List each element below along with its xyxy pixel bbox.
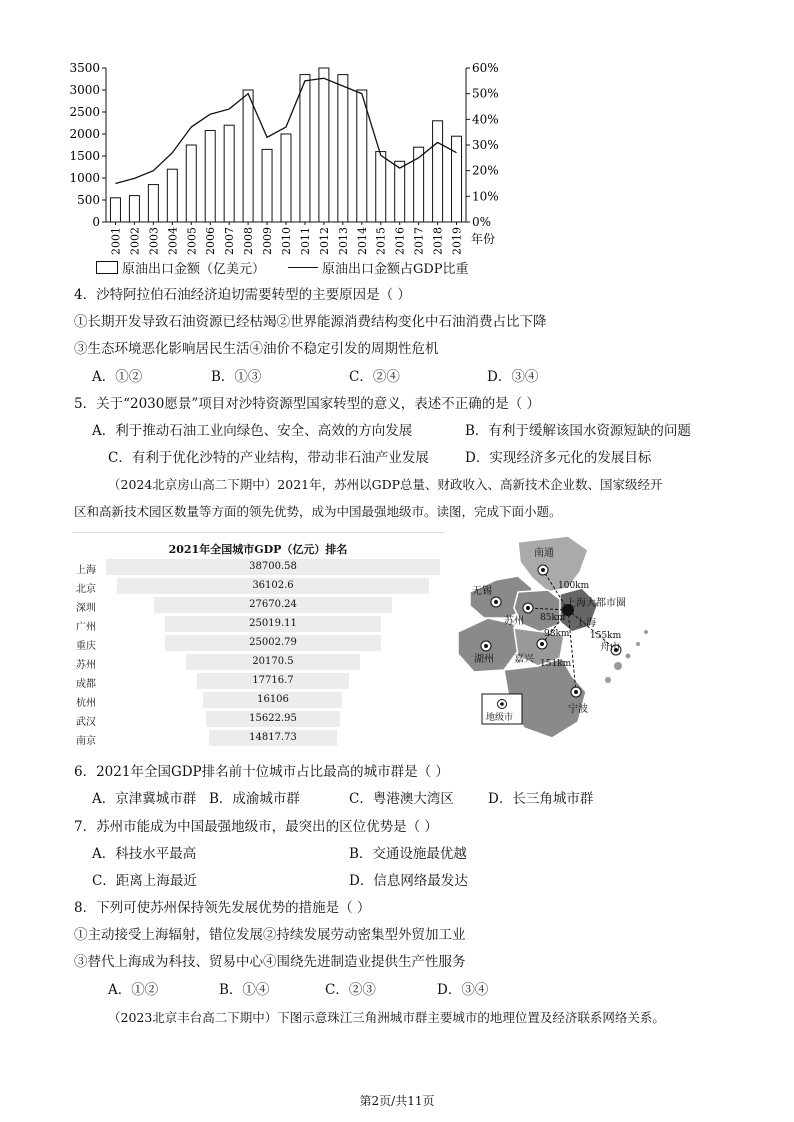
distance-label-4: 151km [540, 659, 572, 669]
right-tick-label: 0% [472, 215, 492, 229]
q6-option-c[interactable]: C．粤港澳大湾区 [349, 791, 454, 807]
gdp-city-label: 苏州 [76, 660, 96, 671]
intro-suzhou-line1: （2024北京房山高二下期中）2021年，苏州以GDP总量、财政收入、高新技术企业数、国家级经开 [108, 477, 663, 492]
gdp-row [76, 711, 444, 728]
q5-stem: 5．关于“2030愿景”项目对沙特资源型国家转型的意义，表述不正确的是（ ） [74, 396, 541, 412]
gdp-value-label: 36102.6 [252, 580, 294, 591]
bar-2003 [148, 185, 158, 222]
bar-2004 [167, 169, 177, 222]
legend-bar-label: 原油出口金额（亿美元） [122, 262, 266, 277]
x-axis-label: 年份 [471, 232, 496, 246]
bar-2012 [319, 68, 329, 222]
bar-2007 [224, 125, 234, 222]
x-tick-label: 2015 [374, 227, 388, 255]
map-legend-label: 地级市 [486, 713, 514, 723]
q7-option-d[interactable]: D．信息网络最发达 [349, 873, 468, 889]
gdp-value-label: 20170.5 [252, 656, 294, 667]
q7-stem: 7．苏州市能成为中国最强地级市，最突出的区位优势是（ ） [74, 819, 438, 835]
left-tick-label: 0 [92, 215, 100, 229]
city-label-shanghai: 上海 [576, 618, 596, 629]
q4-option-c[interactable]: C．②④ [349, 369, 400, 385]
left-tick-label: 3500 [69, 61, 100, 75]
q8-option-b[interactable]: B．①④ [219, 982, 270, 998]
gdp-city-label: 重庆 [76, 641, 96, 652]
distance-label-3: 98km [544, 629, 570, 639]
legend-line-label: 原油出口金额占GDP比重 [322, 262, 469, 277]
gdp-city-label: 深圳 [76, 603, 96, 614]
intro-pearl-river: （2023北京丰台高二下期中）下图示意珠江三角洲城市群主要城市的地理位置及经济联系网络关系。 [108, 1010, 665, 1025]
bar-2009 [262, 149, 272, 222]
center-label: 上海大都市圈 [566, 598, 626, 609]
map-svg [448, 532, 670, 742]
q4-stem: 4．沙特阿拉伯石油经济迫切需要转型的主要原因是（ ） [74, 287, 411, 303]
q8-option-a[interactable]: A．①② [108, 982, 159, 998]
x-tick-label: 2004 [166, 227, 180, 255]
x-tick-label: 2016 [393, 227, 407, 255]
bar-2001 [110, 198, 120, 222]
intro-suzhou-line2: 区和高新技术园区数量等方面的领先优势，成为中国最强地级市。读图，完成下面小题。 [74, 504, 562, 519]
gdp-row [76, 559, 444, 576]
q5-option-d[interactable]: D．实现经济多元化的发展目标 [465, 450, 652, 466]
x-tick-label: 2017 [412, 227, 426, 255]
gdp-row [76, 597, 444, 614]
x-axis-ticks [109, 222, 463, 255]
gdp-value-label: 38700.58 [249, 561, 297, 572]
gdp-value-label: 15622.95 [249, 713, 297, 724]
left-tick-label: 2000 [69, 127, 100, 141]
distance-label-1: 100km [558, 581, 590, 591]
q6-option-d[interactable]: D．长三角城市群 [488, 791, 594, 807]
left-tick-label: 2500 [69, 105, 100, 119]
chart1-legend [96, 258, 496, 276]
bar-2008 [243, 90, 253, 222]
x-tick-label: 2008 [242, 227, 256, 255]
gdp-row [76, 654, 444, 671]
x-tick-label: 2010 [280, 227, 293, 255]
q8-stem: 8．下列可使苏州保持领先发展优势的措施是（ ） [74, 900, 371, 916]
gdp-row [76, 673, 444, 690]
q8-option-c[interactable]: C．②③ [325, 982, 376, 998]
right-axis-ticks [466, 61, 499, 229]
bar-2002 [129, 196, 139, 222]
left-tick-label: 1500 [69, 149, 100, 163]
q7-option-c[interactable]: C．距离上海最近 [92, 873, 197, 889]
gdp-city-label: 成都 [76, 679, 96, 690]
bar-2010 [281, 134, 291, 222]
bar-2015 [376, 152, 386, 222]
gdp-value-label: 16106 [257, 694, 289, 705]
x-tick-label: 2001 [109, 227, 123, 255]
q4-option-d[interactable]: D．③④ [487, 369, 539, 385]
right-tick-label: 40% [472, 112, 499, 127]
bar-2005 [186, 145, 196, 222]
q6-stem: 6．2021年全国GDP排名前十位城市占比最高的城市群是（ ） [74, 764, 449, 780]
gdp-row [76, 730, 444, 747]
gdp-city-label: 广州 [76, 622, 96, 633]
city-label-zhoushan: 舟山 [600, 642, 620, 653]
city-label-jiaxing: 嘉兴 [514, 654, 534, 665]
x-tick-label: 2011 [298, 227, 312, 255]
x-tick-label: 2005 [185, 227, 199, 255]
q4-line2: ③生态环境恶化影响居民生活④油价不稳定引发的周期性危机 [74, 341, 439, 357]
q6-option-b[interactable]: B．成渝城市群 [209, 791, 300, 807]
q5-option-b[interactable]: B．有利于缓解该国水资源短缺的问题 [465, 423, 691, 439]
island-2 [626, 654, 631, 659]
gdp-value-label: 25002.79 [249, 637, 297, 648]
gdp-row [76, 578, 444, 595]
q5-option-a[interactable]: A．利于推动石油工业向绿色、安全、高效的方向发展 [92, 423, 413, 439]
island-3 [605, 677, 611, 683]
island-5 [644, 630, 648, 634]
city-label-huzhou: 湖州 [474, 654, 494, 665]
q7-option-b[interactable]: B．交通设施最优越 [349, 846, 467, 862]
x-tick-label: 2003 [147, 227, 161, 255]
legend-bar-swatch [96, 261, 118, 274]
gdp-value-label: 17716.7 [252, 675, 294, 686]
bar-series [110, 68, 461, 222]
bar-2011 [300, 75, 310, 222]
gdp-value-label: 14817.73 [249, 732, 297, 743]
gdp-row [76, 692, 444, 709]
x-tick-label: 2014 [355, 227, 369, 255]
right-tick-label: 20% [472, 163, 499, 178]
q5-option-c[interactable]: C．有利于优化沙特的产业结构，带动非石油产业发展 [108, 450, 429, 466]
yangtze-delta-map [448, 532, 670, 742]
q7-option-a[interactable]: A．科技水平最高 [92, 846, 197, 862]
x-tick-label: 2009 [261, 227, 275, 255]
q4-option-a[interactable]: A．①② [92, 369, 143, 385]
distance-label-5: 155km [590, 631, 622, 641]
legend-line-swatch [288, 267, 318, 268]
x-tick-label: 2007 [223, 227, 237, 255]
bar-2006 [205, 130, 215, 222]
right-tick-label: 60% [472, 61, 499, 75]
bar-2018 [433, 121, 443, 222]
left-tick-label: 500 [77, 193, 100, 207]
bar-2019 [452, 136, 462, 222]
gdp-ranking-chart [72, 532, 444, 751]
x-tick-label: 2013 [336, 227, 350, 255]
q4-option-b[interactable]: B．①③ [211, 369, 262, 385]
q4-line1: ①长期开发导致石油资源已经枯竭②世界能源消费结构变化中石油消费占比下降 [74, 314, 547, 330]
right-tick-label: 50% [472, 86, 499, 101]
city-label-ningbo: 宁波 [568, 704, 588, 715]
x-tick-label: 2019 [450, 227, 464, 255]
distance-label-2: 85km [540, 613, 566, 623]
q8-line2: ③替代上海成为科技、贸易中心④围绕先进制造业提供生产性服务 [74, 954, 466, 970]
q8-option-d[interactable]: D．③④ [437, 982, 489, 998]
q6-option-a[interactable]: A．京津冀城市群 [92, 791, 197, 807]
gdp-city-label: 杭州 [76, 698, 96, 709]
q8-line1: ①主动接受上海辐射，错位发展②持续发展劳动密集型外贸加工业 [74, 927, 466, 943]
page-footer: 第2页/共11页 [359, 1094, 435, 1108]
gdp-chart-title: 2021年全国城市GDP（亿元）排名 [168, 543, 348, 556]
city-label-nantong: 南通 [534, 548, 554, 559]
left-axis-ticks [69, 61, 106, 229]
bar-2013 [338, 75, 348, 222]
city-label-suzhou: 苏州 [504, 616, 524, 627]
left-tick-label: 1000 [69, 171, 100, 185]
gdp-city-label: 武汉 [76, 717, 96, 728]
x-tick-label: 2018 [431, 227, 445, 255]
bar-2014 [357, 90, 367, 222]
right-tick-label: 30% [472, 138, 499, 152]
gdp-row [76, 635, 444, 652]
gdp-city-label: 上海 [76, 565, 96, 576]
x-tick-label: 2002 [128, 227, 142, 255]
gdp-city-label: 北京 [76, 584, 96, 595]
gdp-value-label: 25019.11 [249, 618, 297, 629]
island-1 [614, 662, 622, 670]
bar-2016 [395, 161, 405, 222]
island-4 [636, 642, 640, 646]
left-tick-label: 3000 [69, 83, 100, 97]
gdp-row [76, 616, 444, 633]
x-tick-label: 2012 [317, 227, 331, 255]
gdp-city-label: 南京 [76, 736, 96, 747]
right-tick-label: 10% [472, 189, 499, 204]
city-label-wuxi: 无锡 [472, 586, 492, 597]
gdp-value-label: 27670.24 [249, 599, 297, 610]
x-tick-label: 2006 [204, 227, 218, 255]
oil-export-chart [60, 58, 520, 280]
